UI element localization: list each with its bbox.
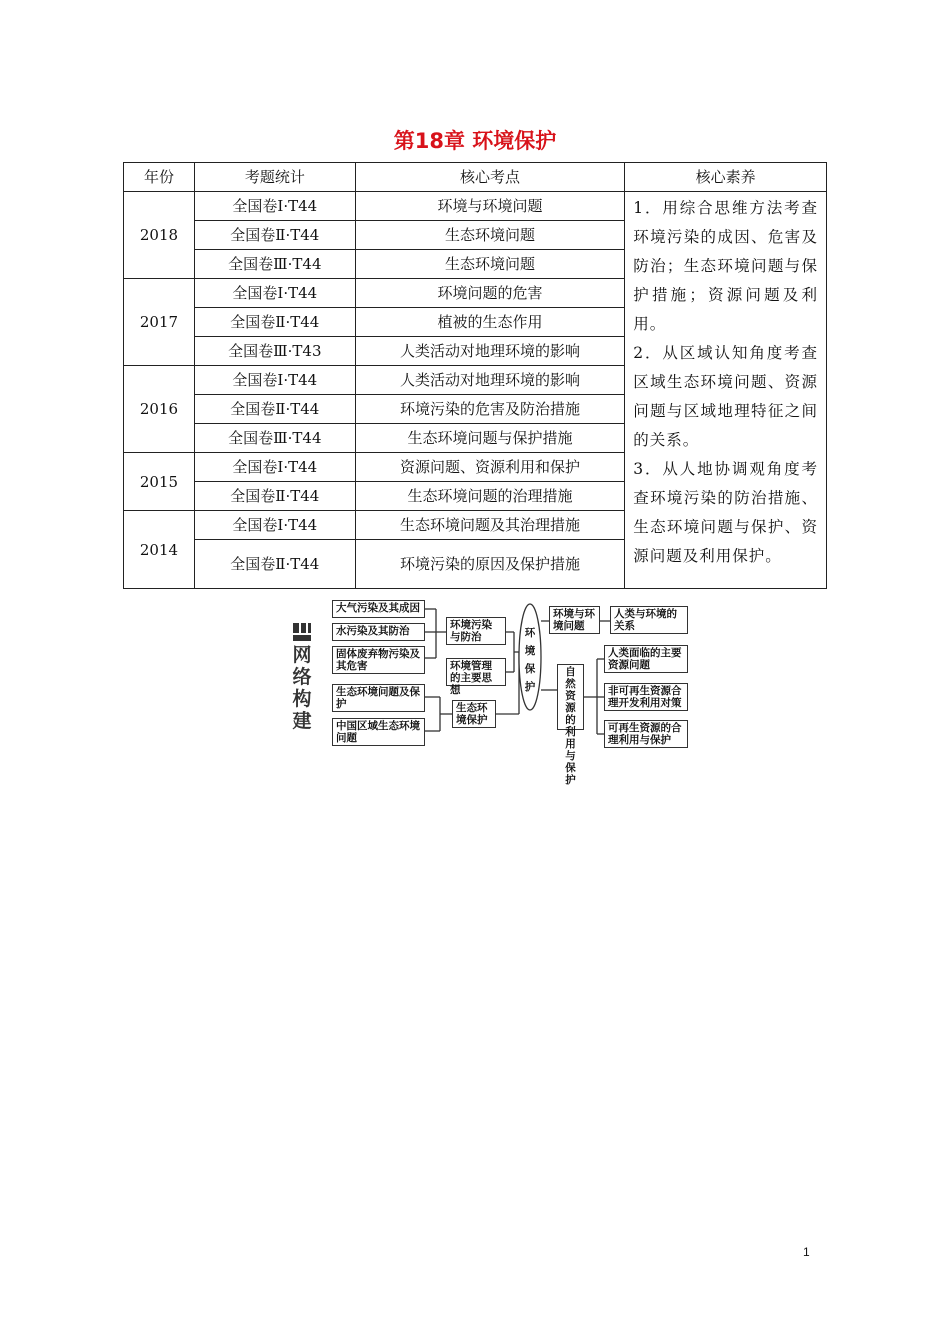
exam-cell: 全国卷Ⅱ·T44	[194, 540, 355, 589]
point-cell: 人类活动对地理环境的影响	[355, 337, 625, 366]
page-number: 1	[803, 1245, 810, 1259]
year-cell: 2018	[124, 192, 195, 279]
exam-cell: 全国卷Ⅲ·T43	[194, 337, 355, 366]
point-cell: 资源问题、资源利用和保护	[355, 453, 625, 482]
literacy-item: 1．用综合思维方法考查环境污染的成因、危害及防治；生态环境问题与保护措施；资源问题及利用。	[633, 199, 818, 333]
diagram-center-label: 环境保护	[524, 627, 536, 693]
exam-cell: 全国卷Ⅰ·T44	[194, 453, 355, 482]
diagram-node: 大气污染及其成因	[332, 600, 425, 618]
exam-cell: 全国卷Ⅱ·T44	[194, 482, 355, 511]
point-cell: 生态环境问题与保护措施	[355, 424, 625, 453]
diagram-node: 环境管理的主要思想	[446, 658, 506, 686]
point-cell: 环境污染的原因及保护措施	[355, 540, 625, 589]
diagram-node: 生态环境保护	[452, 700, 496, 728]
diagram-node: 可再生资源的合理利用与保护	[604, 720, 688, 748]
diagram-node: 非可再生资源合理开发利用对策	[604, 683, 688, 711]
chapter-title: 第18章 环境保护	[393, 129, 557, 153]
point-cell: 植被的生态作用	[355, 308, 625, 337]
literacy-item: 3．从人地协调观角度考查环境污染的防治措施、生态环境问题与保护、资源问题及利用保护。	[633, 460, 818, 565]
header-point: 核心考点	[355, 163, 625, 192]
point-cell: 生态环境问题的治理措施	[355, 482, 625, 511]
exam-cell: 全国卷Ⅱ·T44	[194, 395, 355, 424]
diagram-node: 环境污染与防治	[446, 617, 506, 645]
point-cell: 生态环境问题	[355, 221, 625, 250]
year-cell: 2015	[124, 453, 195, 511]
exam-cell: 全国卷Ⅱ·T44	[194, 221, 355, 250]
diagram-node: 人类面临的主要资源问题	[604, 645, 688, 673]
diagram-side-label: 网络构建	[292, 644, 312, 732]
exam-cell: 全国卷Ⅱ·T44	[194, 308, 355, 337]
exam-cell: 全国卷Ⅲ·T44	[194, 424, 355, 453]
header-literacy: 核心素养	[625, 163, 827, 192]
literacy-item: 2．从区域认知角度考查区域生态环境问题、资源问题与区域地理特征之间的关系。	[633, 344, 818, 449]
year-cell: 2016	[124, 366, 195, 453]
point-cell: 环境与环境问题	[355, 192, 625, 221]
diagram-node: 固体废弃物污染及其危害	[332, 646, 425, 674]
diagram-node: 人类与环境的关系	[610, 606, 688, 634]
year-cell: 2017	[124, 279, 195, 366]
exam-cell: 全国卷Ⅰ·T44	[194, 366, 355, 395]
exam-cell: 全国卷Ⅰ·T44	[194, 192, 355, 221]
exam-cell: 全国卷Ⅰ·T44	[194, 279, 355, 308]
diagram-node: 环境与环境问题	[549, 606, 600, 634]
exam-cell: 全国卷Ⅲ·T44	[194, 250, 355, 279]
diagram-node: 中国区域生态环境问题	[332, 718, 425, 746]
exam-cell: 全国卷Ⅰ·T44	[194, 511, 355, 540]
diagram-node: 生态环境问题及保护	[332, 684, 425, 712]
header-exam: 考题统计	[194, 163, 355, 192]
point-cell: 生态环境问题	[355, 250, 625, 279]
point-cell: 人类活动对地理环境的影响	[355, 366, 625, 395]
diagram-node: 水污染及其防治	[332, 623, 425, 641]
header-year: 年份	[124, 163, 195, 192]
point-cell: 环境污染的危害及防治措施	[355, 395, 625, 424]
point-cell: 生态环境问题及其治理措施	[355, 511, 625, 540]
diagram-node: 自然资源的利用与保护	[557, 664, 584, 730]
point-cell: 环境问题的危害	[355, 279, 625, 308]
year-cell: 2014	[124, 511, 195, 589]
